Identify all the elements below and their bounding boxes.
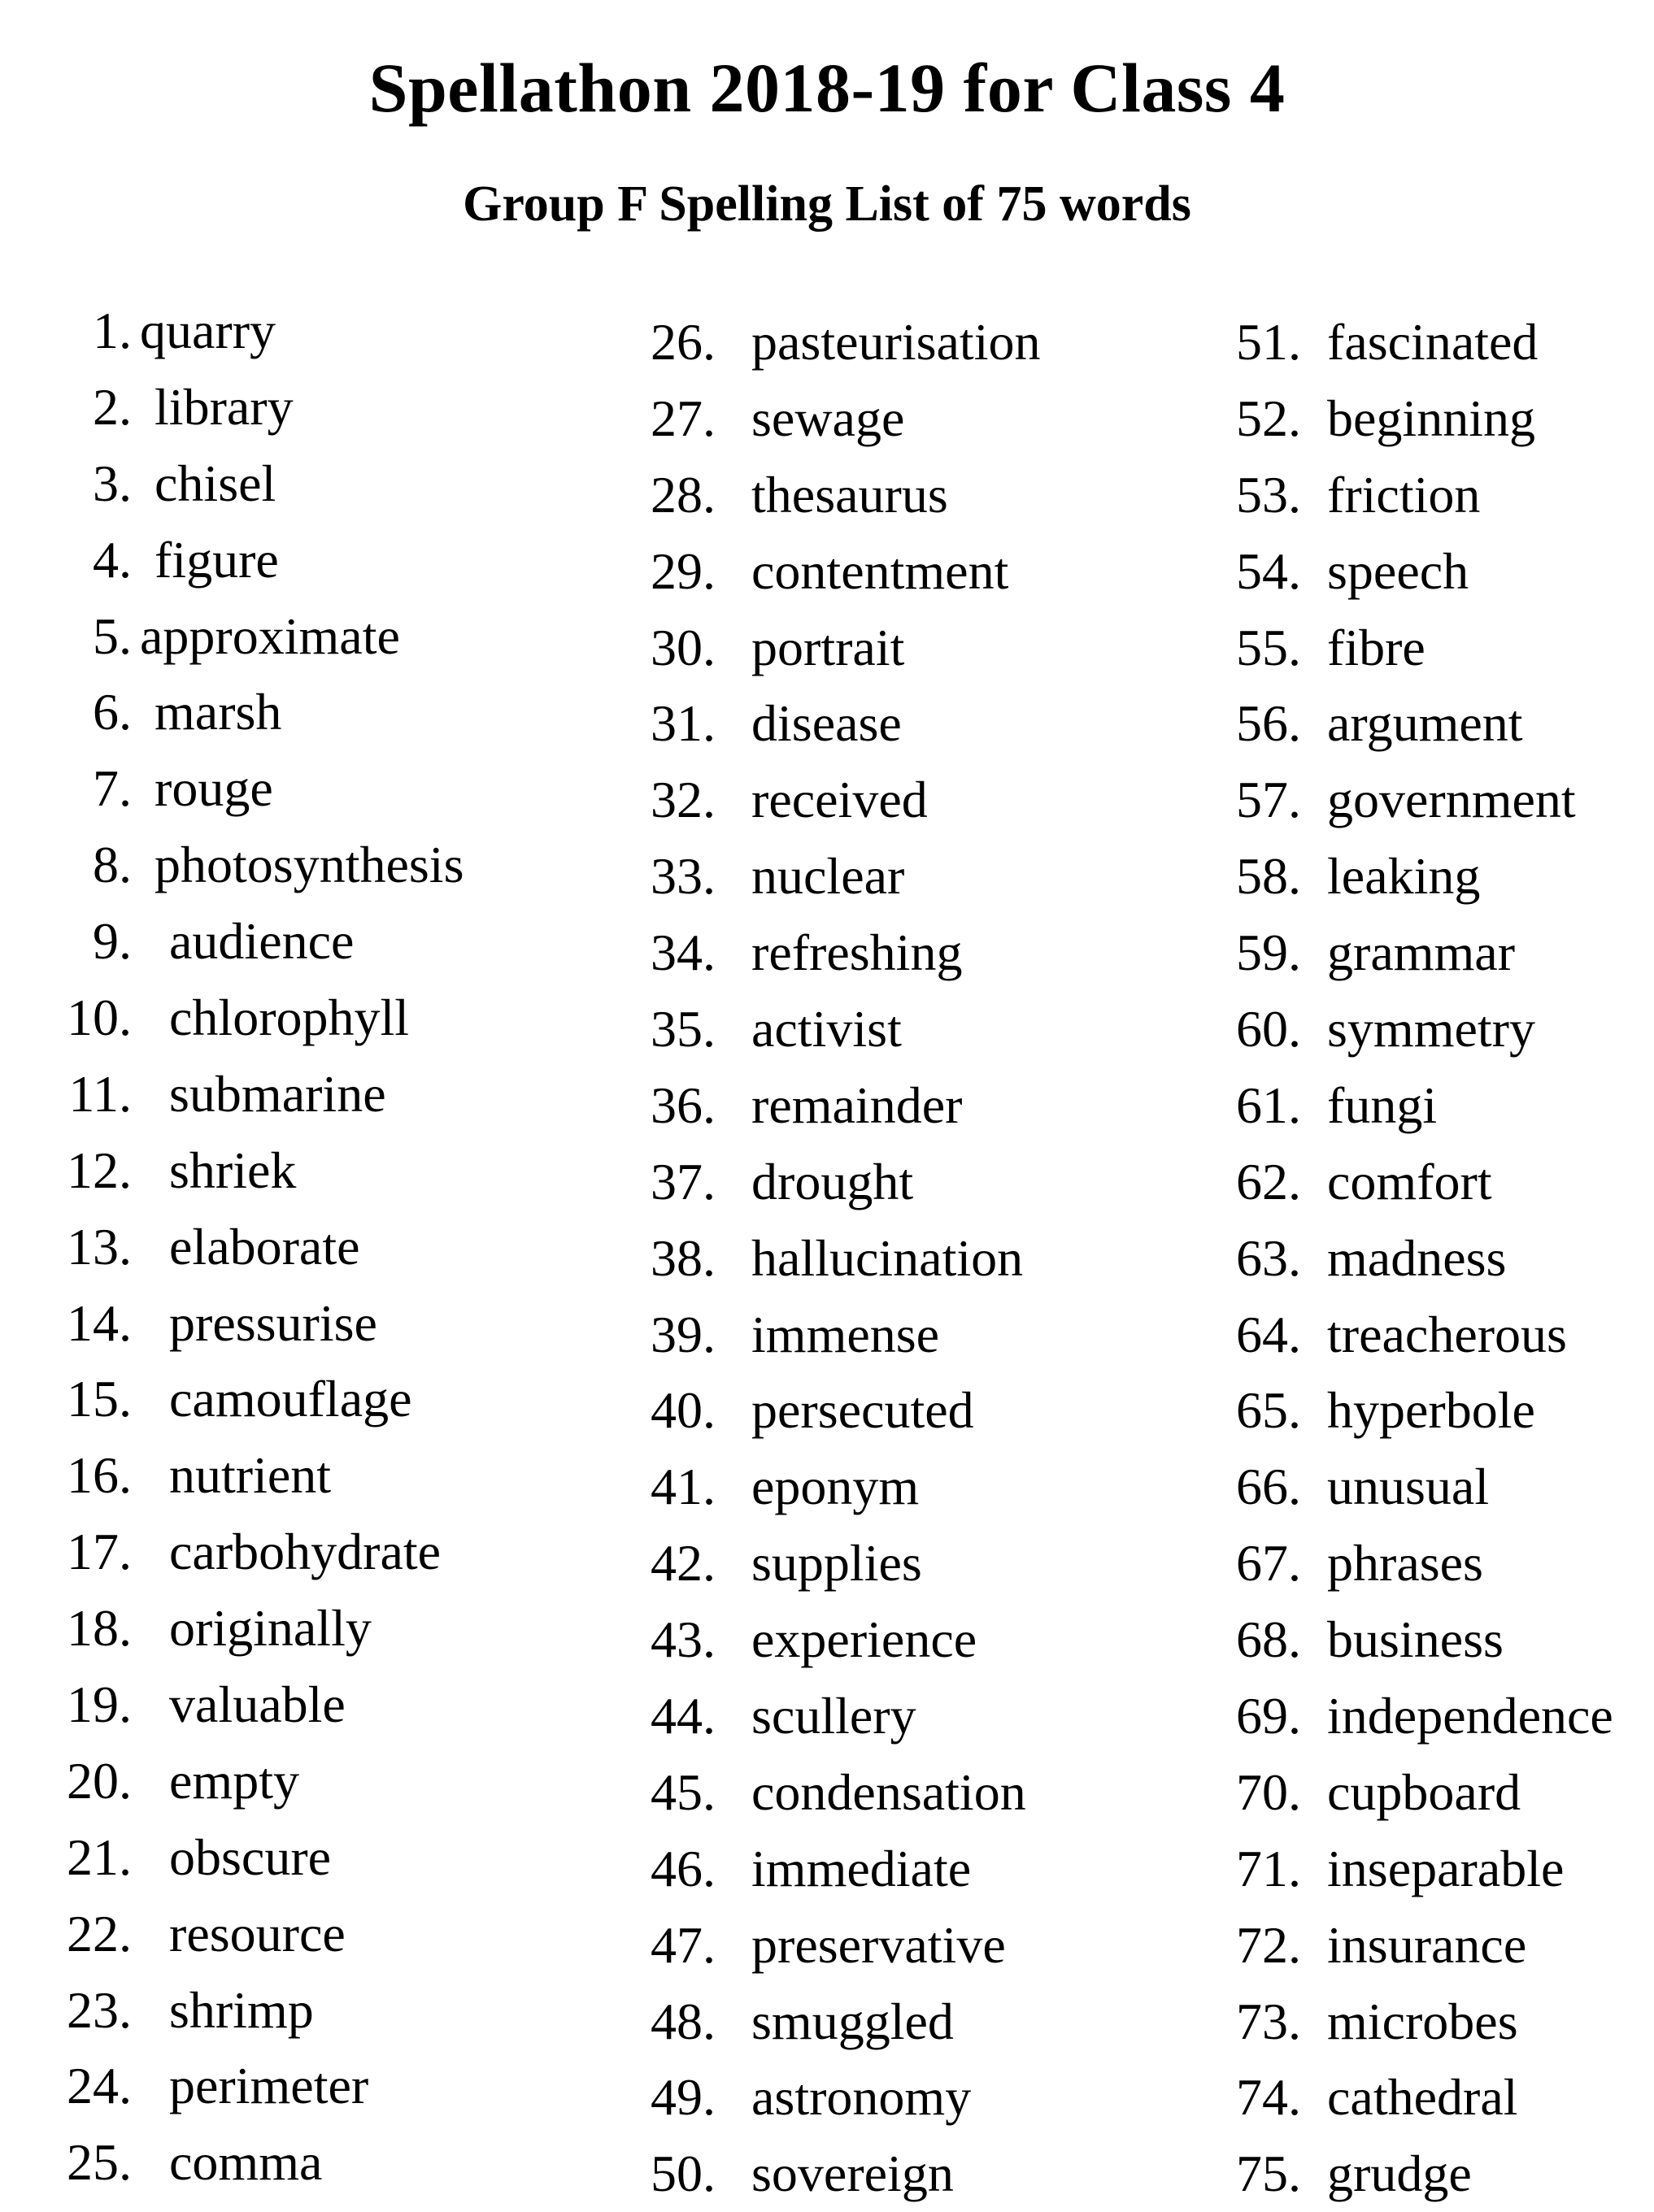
word-list-item — [1213, 533, 1469, 610]
word-list-item — [49, 1896, 346, 1972]
spelling-word: hallucination — [751, 1228, 1024, 1287]
word-list-item — [1213, 304, 1539, 380]
spelling-word: eponym — [751, 1458, 920, 1516]
spelling-word: contentment — [751, 541, 1009, 600]
word-list-item — [628, 1831, 972, 1907]
item-number: 57. — [1236, 771, 1301, 829]
spelling-word: persecuted — [751, 1381, 974, 1440]
word-list-item — [628, 533, 1009, 610]
spelling-word: unusual — [1327, 1458, 1490, 1516]
item-number: 7. — [93, 759, 132, 818]
item-number: 71. — [1236, 1839, 1301, 1897]
item-number: 67. — [1236, 1534, 1301, 1593]
item-number: 33. — [651, 847, 716, 906]
spelling-word: remainder — [751, 1076, 963, 1134]
word-list-item — [49, 674, 282, 750]
item-number: 35. — [651, 1000, 716, 1058]
spelling-word: library — [155, 377, 294, 436]
word-list-item — [49, 1743, 299, 1819]
item-number: 70. — [1236, 1762, 1301, 1821]
word-list-item — [1213, 991, 1535, 1067]
word-list-item — [49, 827, 464, 903]
word-list-item — [1213, 1907, 1527, 1984]
item-number: 12. — [67, 1141, 132, 1199]
item-number: 74. — [1236, 2068, 1301, 2127]
item-number: 72. — [1236, 1915, 1301, 1974]
word-list-item — [49, 1972, 314, 2049]
spelling-word: friction — [1327, 465, 1481, 524]
spelling-word: activist — [751, 1000, 902, 1058]
word-list-item — [49, 1056, 386, 1132]
spelling-word: shriek — [169, 1141, 297, 1199]
spelling-word: supplies — [751, 1534, 922, 1593]
word-list-item — [49, 1590, 372, 1667]
spelling-word: condensation — [751, 1762, 1026, 1821]
item-number: 15. — [67, 1370, 132, 1428]
word-list-item — [49, 1209, 360, 1285]
item-number: 28. — [651, 465, 716, 524]
word-list-item — [628, 1984, 954, 2060]
item-number: 73. — [1236, 1992, 1301, 2050]
word-list-item — [628, 1754, 1026, 1831]
spelling-word: received — [751, 771, 928, 829]
item-number: 64. — [1236, 1305, 1301, 1363]
spelling-word: business — [1327, 1610, 1504, 1669]
item-number: 61. — [1236, 1076, 1301, 1134]
item-number: 55. — [1236, 618, 1301, 676]
spelling-word: sewage — [751, 389, 905, 447]
spelling-word: perimeter — [169, 2057, 369, 2115]
word-list-item — [1213, 1984, 1518, 2060]
spelling-word: immediate — [751, 1839, 972, 1897]
word-list-item — [49, 1285, 377, 1362]
word-list-item — [49, 1667, 346, 1743]
item-number: 45. — [651, 1762, 716, 1821]
item-number: 29. — [651, 541, 716, 600]
spelling-word: argument — [1327, 694, 1523, 753]
spelling-word: scullery — [751, 1687, 916, 1745]
word-list-item — [49, 1437, 332, 1514]
spelling-word: grammar — [1327, 923, 1515, 982]
spelling-word: submarine — [169, 1064, 386, 1123]
item-number: 31. — [651, 694, 716, 753]
item-number: 19. — [67, 1675, 132, 1734]
word-list-column-1 — [49, 293, 464, 2201]
item-number: 59. — [1236, 923, 1301, 982]
word-list-item — [1213, 1067, 1438, 1144]
item-number: 18. — [67, 1599, 132, 1658]
spelling-word: preservative — [751, 1915, 1006, 1974]
word-list-item — [628, 1067, 963, 1144]
page-subtitle: Group F Spelling List of 75 words — [463, 176, 1191, 232]
word-list-item — [1213, 610, 1425, 686]
word-list-item — [1213, 762, 1576, 838]
spelling-word: phrases — [1327, 1534, 1483, 1593]
spelling-word: originally — [169, 1599, 372, 1658]
spelling-word: carbohydrate — [169, 1523, 442, 1581]
item-number: 11. — [68, 1064, 132, 1123]
item-number: 1. — [93, 302, 132, 359]
spelling-word: grudge — [1327, 2145, 1472, 2203]
word-list-item — [628, 457, 948, 533]
word-list-item — [628, 2136, 954, 2212]
word-list-item — [628, 380, 905, 457]
word-list-item — [1213, 1525, 1483, 1601]
word-list-item — [628, 1525, 922, 1601]
word-list-item — [628, 685, 902, 762]
spelling-word: nuclear — [751, 847, 905, 906]
item-number: 22. — [67, 1904, 132, 1962]
item-number: 9. — [93, 912, 132, 971]
item-number: 36. — [651, 1076, 716, 1134]
spelling-word: madness — [1327, 1228, 1507, 1287]
word-list-item — [628, 2059, 972, 2136]
item-number: 62. — [1236, 1152, 1301, 1210]
item-number: 63. — [1236, 1228, 1301, 1287]
word-list-column-3 — [1213, 304, 1613, 2212]
spelling-word: fibre — [1327, 618, 1425, 676]
word-list-item — [1213, 838, 1481, 915]
word-list-item — [1213, 1831, 1565, 1907]
item-number: 49. — [651, 2068, 716, 2127]
word-list-item — [49, 2124, 323, 2201]
word-list-item — [1213, 457, 1481, 533]
spelling-word: inseparable — [1327, 1839, 1565, 1897]
item-number: 51. — [1236, 313, 1301, 371]
word-list-item — [1213, 1678, 1613, 1754]
word-list-item — [1213, 685, 1523, 762]
word-list-item — [1213, 1601, 1504, 1678]
word-list-item — [628, 304, 1041, 380]
word-list-item — [628, 838, 905, 915]
spelling-word: drought — [751, 1152, 914, 1210]
item-number: 23. — [67, 1980, 132, 2039]
item-number: 4. — [93, 530, 132, 589]
item-number: 16. — [67, 1446, 132, 1505]
spelling-word: fungi — [1327, 1076, 1438, 1134]
word-list-item — [628, 1372, 974, 1449]
item-number: 13. — [67, 1217, 132, 1275]
spelling-word: audience — [169, 912, 355, 971]
spelling-word: photosynthesis — [155, 836, 464, 894]
spelling-word: speech — [1327, 541, 1469, 600]
word-list-item — [628, 915, 963, 991]
spelling-word: resource — [169, 1904, 346, 1962]
spelling-word: immense — [751, 1305, 940, 1363]
item-number: 24. — [67, 2057, 132, 2115]
item-number: 26. — [651, 313, 716, 371]
word-list-item — [628, 1220, 1024, 1297]
spelling-word: chlorophyll — [169, 989, 410, 1047]
item-number: 20. — [67, 1751, 132, 1810]
word-list-item — [49, 598, 400, 675]
spelling-word: microbes — [1327, 1992, 1518, 2050]
word-list-item — [628, 1907, 1006, 1984]
item-number: 48. — [651, 1992, 716, 2050]
spelling-word: disease — [751, 694, 902, 753]
spelling-word: astronomy — [751, 2068, 972, 2127]
item-number: 37. — [651, 1152, 716, 1210]
word-list-item — [49, 903, 355, 980]
spelling-word: symmetry — [1327, 1000, 1535, 1058]
item-number: 44. — [651, 1687, 716, 1745]
item-number: 2. — [93, 377, 132, 436]
word-list-item — [49, 750, 273, 827]
spelling-word: refreshing — [751, 923, 963, 982]
word-list-item — [628, 1297, 940, 1373]
word-list-item — [628, 1144, 914, 1220]
item-number: 65. — [1236, 1381, 1301, 1440]
spelling-word: portrait — [751, 618, 905, 676]
word-list-item — [1213, 2059, 1518, 2136]
word-list-item — [628, 762, 928, 838]
spelling-word: comfort — [1327, 1152, 1492, 1210]
spelling-word: valuable — [169, 1675, 346, 1734]
word-list-item — [49, 293, 276, 369]
spelling-word: pressurise — [169, 1293, 377, 1352]
item-number: 25. — [67, 2133, 132, 2192]
item-number: 47. — [651, 1915, 716, 1974]
item-number: 6. — [93, 683, 132, 741]
word-list-item — [1213, 1297, 1567, 1373]
item-number: 17. — [67, 1523, 132, 1581]
spelling-word: quarry — [140, 302, 276, 359]
item-number: 43. — [651, 1610, 716, 1669]
word-list-item — [628, 991, 902, 1067]
spelling-word: nutrient — [169, 1446, 332, 1505]
item-number: 69. — [1236, 1687, 1301, 1745]
item-number: 8. — [93, 836, 132, 894]
spelling-word: insurance — [1327, 1915, 1527, 1974]
word-list-item — [628, 1449, 920, 1525]
spelling-word: shrimp — [169, 1980, 314, 2039]
spelling-word: figure — [155, 530, 279, 589]
item-number: 56. — [1236, 694, 1301, 753]
item-number: 54. — [1236, 541, 1301, 600]
item-number: 58. — [1236, 847, 1301, 906]
item-number: 52. — [1236, 389, 1301, 447]
word-list-item — [49, 445, 276, 522]
spelling-word: leaking — [1327, 847, 1481, 906]
spelling-word: government — [1327, 771, 1576, 829]
item-number: 39. — [651, 1305, 716, 1363]
word-list-item — [49, 980, 410, 1056]
word-list-column-2 — [628, 304, 1041, 2212]
word-list-item — [49, 1514, 442, 1590]
word-list-item — [49, 2048, 369, 2124]
spelling-word: comma — [169, 2133, 323, 2192]
spelling-word: marsh — [155, 683, 282, 741]
word-list-item — [49, 369, 294, 445]
item-number: 30. — [651, 618, 716, 676]
spelling-word: empty — [169, 1751, 299, 1810]
page-title: Spellathon 2018-19 for Class 4 — [368, 49, 1286, 127]
spelling-word: independence — [1327, 1687, 1613, 1745]
spelling-word: treacherous — [1327, 1305, 1567, 1363]
word-list-item — [1213, 1372, 1535, 1449]
item-number: 68. — [1236, 1610, 1301, 1669]
spelling-word: obscure — [169, 1827, 332, 1886]
item-number: 50. — [651, 2145, 716, 2203]
word-list-item — [49, 522, 279, 598]
word-list-item — [49, 1819, 332, 1896]
word-list-item — [1213, 2136, 1472, 2212]
item-number: 40. — [651, 1381, 716, 1440]
spelling-word: elaborate — [169, 1217, 360, 1275]
item-number: 41. — [651, 1458, 716, 1516]
word-list-item — [1213, 380, 1535, 457]
spelling-word: pasteurisation — [751, 313, 1041, 371]
item-number: 5. — [93, 606, 132, 665]
item-number: 27. — [651, 389, 716, 447]
word-list-item — [49, 1132, 297, 1209]
item-number: 21. — [67, 1827, 132, 1886]
word-list-item — [49, 1361, 412, 1437]
spelling-word: sovereign — [751, 2145, 954, 2203]
spelling-word: cupboard — [1327, 1762, 1521, 1821]
spelling-word: smuggled — [751, 1992, 954, 2050]
item-number: 53. — [1236, 465, 1301, 524]
item-number: 66. — [1236, 1458, 1301, 1516]
item-number: 10. — [67, 989, 132, 1047]
spelling-word: hyperbole — [1327, 1381, 1535, 1440]
spelling-word: experience — [751, 1610, 977, 1669]
item-number: 3. — [93, 454, 132, 512]
word-list-item — [628, 1678, 916, 1754]
word-list-item — [1213, 1220, 1507, 1297]
item-number: 42. — [651, 1534, 716, 1593]
word-list-item — [1213, 1144, 1492, 1220]
word-list-item — [1213, 915, 1515, 991]
spelling-word: chisel — [155, 454, 276, 512]
spelling-word: fascinated — [1327, 313, 1539, 371]
item-number: 14. — [67, 1293, 132, 1352]
item-number: 75. — [1236, 2145, 1301, 2203]
spelling-word: approximate — [140, 606, 400, 665]
item-number: 38. — [651, 1228, 716, 1287]
item-number: 34. — [651, 923, 716, 982]
item-number: 46. — [651, 1839, 716, 1897]
spelling-word: thesaurus — [751, 465, 948, 524]
item-number: 60. — [1236, 1000, 1301, 1058]
item-number: 32. — [651, 771, 716, 829]
spelling-word: camouflage — [169, 1370, 412, 1428]
word-list-item — [628, 1601, 977, 1678]
word-list-item — [1213, 1449, 1490, 1525]
word-list-item — [628, 610, 905, 686]
spelling-word: rouge — [155, 759, 273, 818]
word-list-item — [1213, 1754, 1521, 1831]
spelling-word: cathedral — [1327, 2068, 1518, 2127]
spelling-word: beginning — [1327, 389, 1535, 447]
